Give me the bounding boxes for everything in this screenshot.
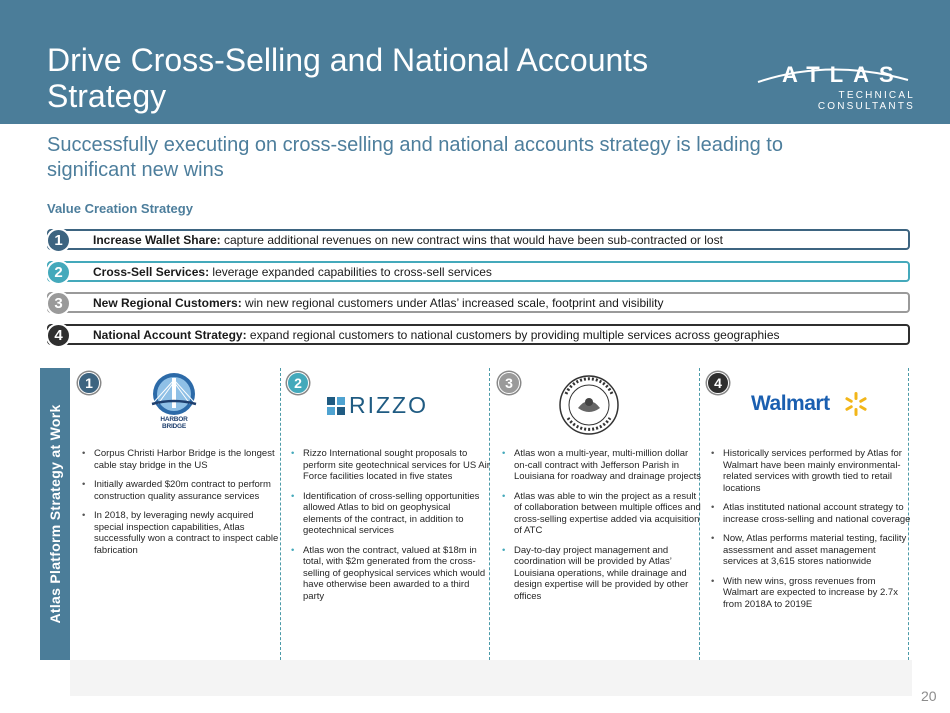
case-number: 1 bbox=[78, 372, 100, 394]
rizzo-mark-icon bbox=[327, 397, 345, 415]
case-number: 2 bbox=[287, 372, 309, 394]
strategy-label: New Regional Customers: bbox=[93, 296, 242, 310]
list-item: • Historically services performed by Atlas for Walmart have been mainly environmental-related services with growth tied to retail locations bbox=[723, 448, 911, 494]
case-study-jefferson-parish bbox=[492, 368, 702, 660]
walmart-wordmark: Walmart bbox=[751, 392, 830, 415]
strategy-description: capture additional revenues on new contract wins that would have been sub-contracted or lost bbox=[220, 233, 723, 247]
case-study-harbor-bridge bbox=[72, 368, 282, 660]
jefferson-parish-seal-icon bbox=[558, 374, 620, 436]
side-label-bar bbox=[40, 368, 70, 660]
walmart-spark-icon bbox=[843, 391, 869, 417]
side-label: Atlas Platform Strategy at Work bbox=[47, 404, 63, 624]
strategy-bar-3 bbox=[47, 292, 910, 313]
strategy-text bbox=[93, 265, 492, 279]
panel-footer-bg bbox=[70, 660, 912, 696]
strategy-description: win new regional customers under Atlas’ increased scale, footprint and visibility bbox=[241, 296, 664, 310]
list-item: • In 2018, by leveraging newly acquired special inspection capabilities, Atlas successfully won a contract to inspect cable fabrication bbox=[94, 510, 282, 556]
bullet-list bbox=[287, 448, 491, 610]
list-item: • Identification of cross-selling opportunities allowed Atlas to bid on geophysical elements of the contract, in addition to geotechnical services bbox=[303, 491, 491, 537]
list-item: • Initially awarded $20m contract to perform construction quality assurance services bbox=[94, 479, 282, 502]
bridge-icon bbox=[148, 372, 200, 416]
atlas-logo bbox=[740, 62, 915, 112]
strategy-number: 3 bbox=[46, 291, 71, 316]
strategy-number: 2 bbox=[46, 260, 71, 285]
list-item: • Corpus Christi Harbor Bridge is the longest cable stay bridge in the US bbox=[94, 448, 282, 471]
case-number: 3 bbox=[498, 372, 520, 394]
bullet-list bbox=[498, 448, 702, 610]
page-number: 20 bbox=[921, 688, 937, 704]
bullet-list bbox=[78, 448, 282, 564]
logo-wordmark: ATLAS bbox=[782, 62, 904, 87]
strategy-text bbox=[93, 296, 663, 310]
list-item: • With new wins, gross revenues from Walmart are expected to increase by 2.7x from 2018A to 2019E bbox=[723, 576, 911, 611]
strategy-number: 1 bbox=[46, 228, 71, 253]
strategy-number: 4 bbox=[46, 323, 71, 348]
case-study-walmart bbox=[701, 368, 911, 660]
list-item: • Atlas instituted national account strategy to increase cross-selling and national coverage bbox=[723, 502, 911, 525]
logo-tagline: TECHNICAL CONSULTANTS bbox=[817, 90, 915, 112]
harbor-bridge-logo bbox=[148, 372, 200, 436]
list-item: • Day-to-day project management and coordination will be provided by Atlas’ Louisiana operations, while drainage and design expertise will be provided by other offices bbox=[514, 545, 702, 603]
list-item: • Atlas won a multi-year, multi-million dollar on-call contract with Jefferson Parish in Louisiana for roadway and drainage projects bbox=[514, 448, 702, 483]
strategy-text bbox=[93, 233, 723, 247]
list-item: • Atlas was able to win the project as a result of collaboration between multiple offices and cross-selling expertise added via acquisition of ATC bbox=[514, 491, 702, 537]
case-study-rizzo bbox=[281, 368, 491, 660]
walmart-logo bbox=[751, 390, 881, 420]
strategy-label: Increase Wallet Share: bbox=[93, 233, 221, 247]
strategy-text bbox=[93, 328, 780, 342]
strategy-description: expand regional customers to national customers by providing multiple services across geographies bbox=[246, 328, 780, 342]
rizzo-wordmark: RIZZO bbox=[349, 392, 428, 418]
page-title: Drive Cross-Selling and National Accounts Strategy bbox=[47, 42, 649, 114]
strategy-label: Cross-Sell Services: bbox=[93, 265, 210, 279]
header-banner bbox=[0, 0, 950, 124]
harbor-bridge-logo-text: HARBOR BRIDGE bbox=[160, 416, 188, 430]
slide-subtitle: Successfully executing on cross-selling and national accounts strategy is leading to significant new wins bbox=[47, 134, 783, 181]
strategy-bar-2 bbox=[47, 261, 910, 282]
strategy-description: leverage expanded capabilities to cross-sell services bbox=[209, 265, 492, 279]
strategy-bar-1 bbox=[47, 229, 910, 250]
bullet-list bbox=[707, 448, 911, 618]
list-item: • Now, Atlas performs material testing, facility assessment and asset management services at 3,615 stores nationwide bbox=[723, 533, 911, 568]
strategy-bar-4 bbox=[47, 324, 910, 345]
rizzo-logo bbox=[327, 392, 447, 418]
list-item: • Rizzo International sought proposals to perform site geotechnical services for US Air Force facilities located in five states bbox=[303, 448, 491, 483]
strategy-label: National Account Strategy: bbox=[93, 328, 247, 342]
section-title: Value Creation Strategy bbox=[47, 201, 193, 216]
list-item: • Atlas won the contract, valued at $18m in total, with $2m generated from the cross-selling of geophysical services which would have otherwise been awarded to a third party bbox=[303, 545, 491, 603]
case-number: 4 bbox=[707, 372, 729, 394]
